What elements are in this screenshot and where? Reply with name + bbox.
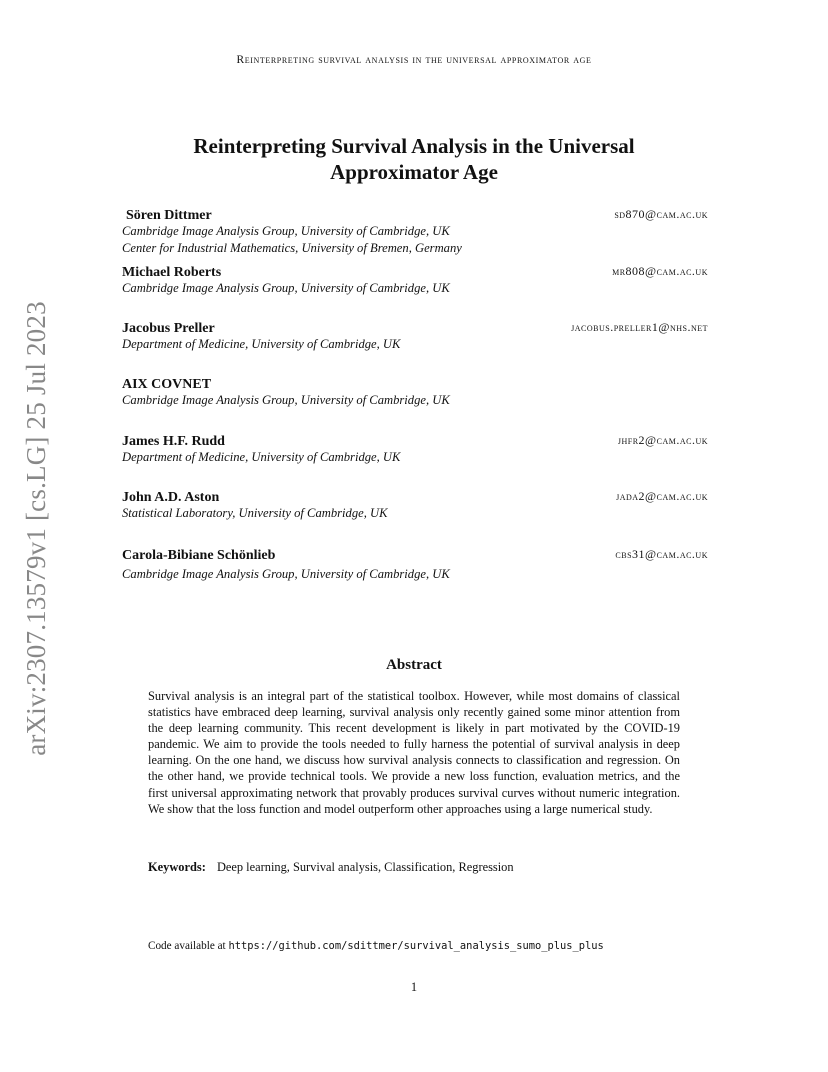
author-affiliation: Department of Medicine, University of Cambridge, UK bbox=[122, 450, 401, 464]
keywords bbox=[148, 859, 680, 875]
author-affiliation: Cambridge Image Analysis Group, University of Cambridge, UK bbox=[122, 393, 450, 407]
code-url-link[interactable]: https://github.com/sdittmer/survival_analysis_sumo_plus_plus bbox=[228, 940, 604, 952]
abstract-heading: Abstract bbox=[386, 657, 442, 673]
author-email[interactable]: jhfr2@cam.ac.uk bbox=[617, 433, 708, 447]
abstract-text: Survival analysis is an integral part of the statistical toolbox. However, while most domains of classical statistics have embraced deep learning, survival analysis only recently gained some minor attention from the deep learning community. This recent development is likely in part motivated by the COVID-19 pandemic. We aim to provide the tools needed to fully harness the potential of survival analysis in deep learning. On the one hand, we discuss how survival analysis connects to classification and regression. On the other hand, we provide technical tools. We provide a new loss function, evaluation metrics, and the first universal approximating network that provably produces survival curves without numeric integration. We show that the loss function and model outperform other approaches using a large numerical study. bbox=[148, 689, 680, 816]
author-name: Jacobus Preller bbox=[122, 321, 215, 336]
author-affiliation: Center for Industrial Mathematics, University of Bremen, Germany bbox=[122, 240, 462, 255]
author-name: Michael Roberts bbox=[122, 265, 222, 280]
author-affiliation: Department of Medicine, University of Cambridge, UK bbox=[122, 337, 401, 351]
author-affiliation: Statistical Laboratory, University of Cambridge, UK bbox=[122, 506, 388, 520]
author-affiliation: Cambridge Image Analysis Group, University of Cambridge, UK bbox=[122, 567, 450, 581]
author-block-6 bbox=[122, 488, 708, 522]
author-block-1 bbox=[122, 206, 708, 256]
author-email[interactable]: jacobus.preller1@nhs.net bbox=[571, 320, 708, 334]
footnote-prefix: Code available at bbox=[148, 940, 229, 952]
running-head: Reinterpreting survival analysis in the universal approximator age bbox=[236, 54, 592, 66]
author-email[interactable]: sd870@cam.ac.uk bbox=[614, 207, 708, 221]
author-name: James H.F. Rudd bbox=[122, 434, 225, 449]
keywords-label: Keywords: bbox=[148, 860, 206, 874]
author-email[interactable]: jada2@cam.ac.uk bbox=[616, 489, 708, 503]
title-line-2: Approximator Age bbox=[330, 160, 498, 184]
title-line-1: Reinterpreting Survival Analysis in the Universal bbox=[193, 134, 635, 158]
author-affiliation: Cambridge Image Analysis Group, University of Cambridge, UK bbox=[122, 281, 450, 295]
author-name: AIX COVNET bbox=[122, 377, 212, 392]
author-email[interactable]: mr808@cam.ac.uk bbox=[612, 264, 708, 278]
author-block-5 bbox=[122, 432, 708, 466]
author-block-2 bbox=[122, 263, 708, 297]
author-name: Carola-Bibiane Schönlieb bbox=[122, 548, 276, 563]
page-number: 1 bbox=[410, 980, 418, 994]
keywords-text: Deep learning, Survival analysis, Classification, Regression bbox=[216, 860, 514, 874]
arxiv-identifier bbox=[14, 298, 58, 758]
arxiv-identifier-text: arXiv:2307.13579v1 [cs.LG] 25 Jul 2023 bbox=[20, 300, 51, 756]
author-block-4 bbox=[122, 375, 708, 409]
paper-title bbox=[120, 133, 708, 185]
author-affiliation: Cambridge Image Analysis Group, University of Cambridge, UK bbox=[122, 224, 450, 238]
author-email[interactable]: cbs31@cam.ac.uk bbox=[615, 547, 708, 561]
author-name: John A.D. Aston bbox=[122, 490, 220, 505]
author-block-3 bbox=[122, 319, 708, 353]
author-block-7 bbox=[122, 546, 708, 583]
code-footnote bbox=[148, 939, 708, 954]
author-name: Sören Dittmer bbox=[126, 208, 212, 223]
